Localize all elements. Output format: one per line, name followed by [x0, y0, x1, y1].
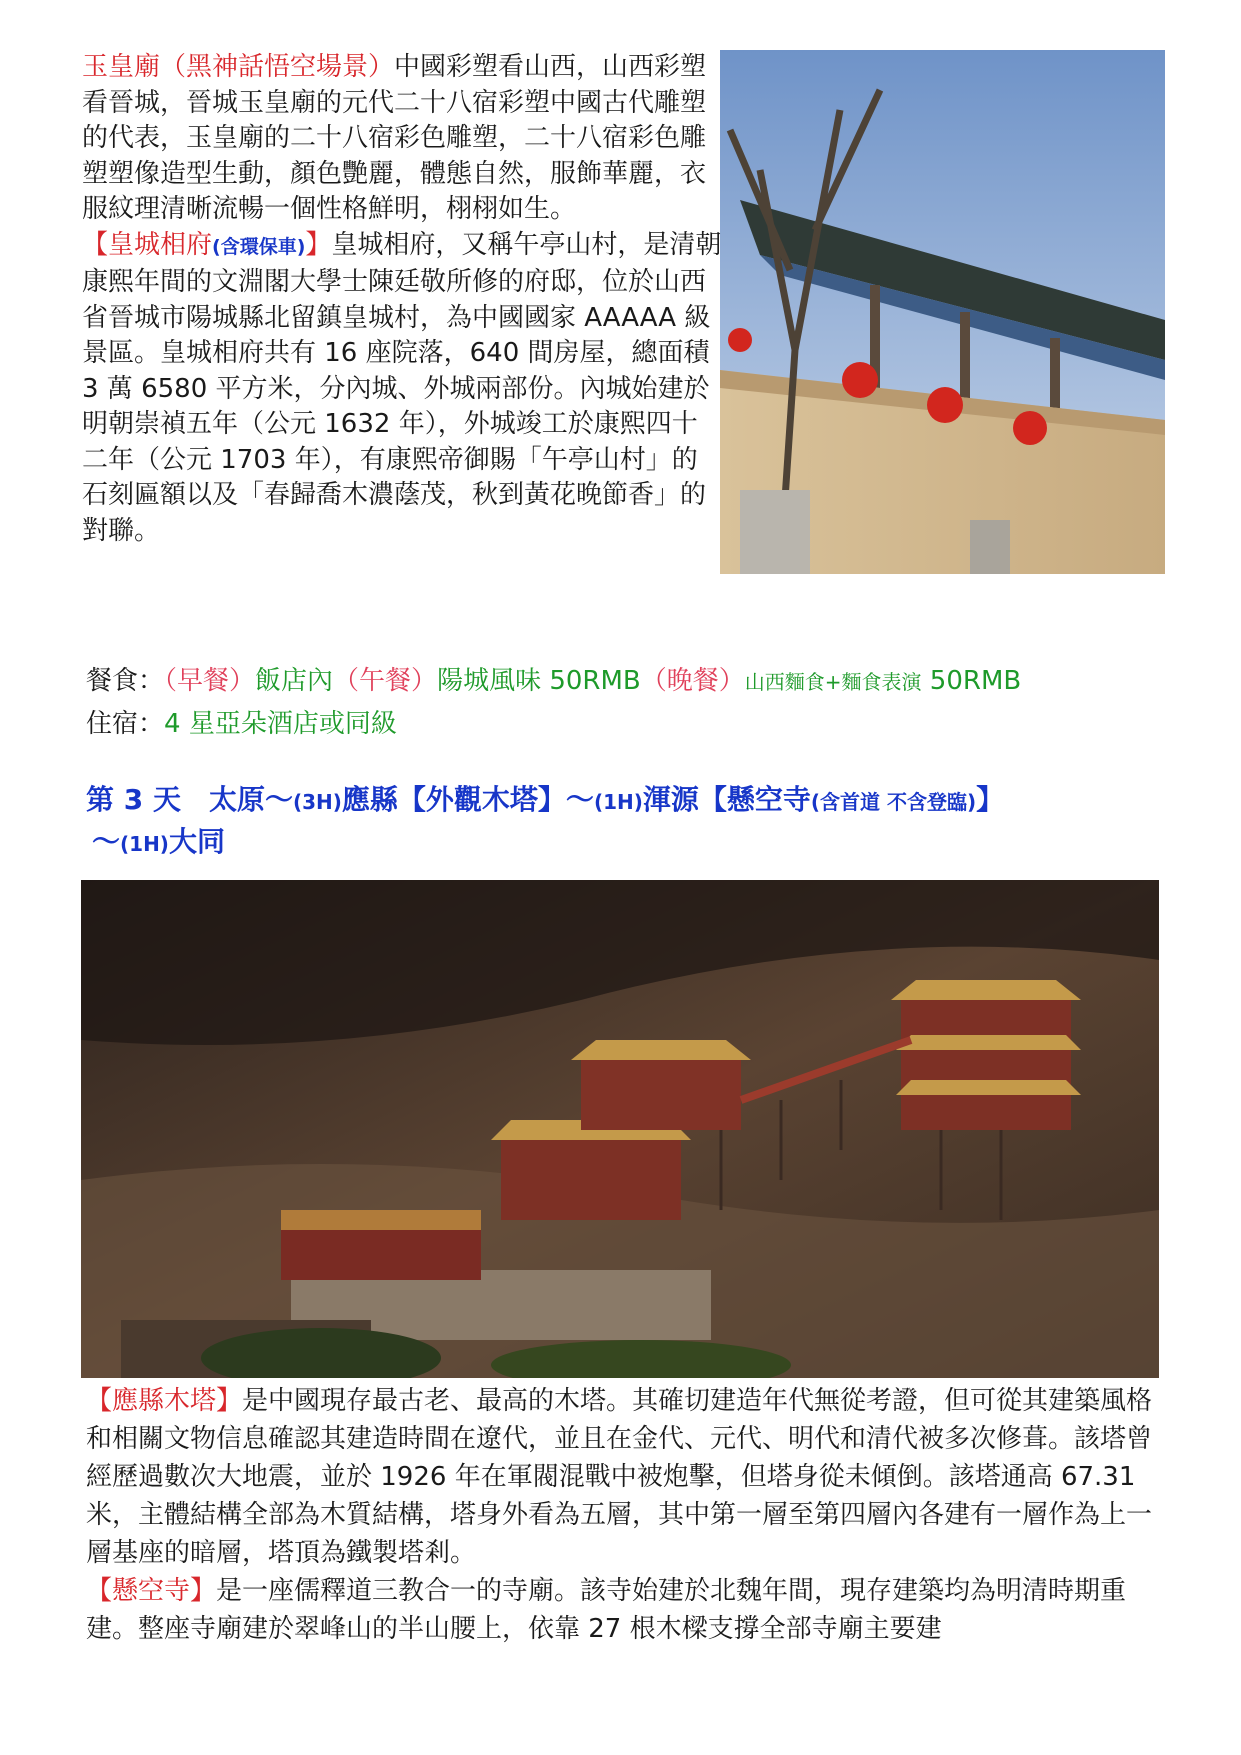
text-huangcheng: 皇城相府，又稱午亭山村，是清朝康熙年間的文淵閣大學士陳廷敬所修的府邸，位於山西省晉城市陽城縣北留鎮皇城村，為中國國家 AAAAA 級景區。皇城相府共有 16 座院落，640 間房屋，總面積 3 萬 6580 平方米，分內城、外城兩部份。內城始建於明朝崇禎五年（公元 1632 年），外城竣工於康熙四十二年（公元 1703 年），有康熙帝御賜「午亭山村」的石刻匾額以及「春歸喬木濃蔭茂，秋到黃花晚節香」的對聯。 — [82, 229, 722, 546]
day-part-i: (1H) — [120, 832, 169, 856]
meals-section — [86, 660, 1206, 745]
lunch-value: 陽城風味 50RMB — [437, 666, 641, 696]
text-hanging-temple: 是一座儒釋道三教合一的寺廟。該寺始建於北魏年間，現存建築均為明清時期重建。整座寺廟建於翠峰山的半山腰上，依靠 27 根木樑支撐全部寺廟主要建 — [86, 1576, 1127, 1644]
heading-hanging-temple: 【懸空寺】 — [86, 1576, 217, 1606]
paragraph-yingxian-pagoda — [86, 1382, 1176, 1572]
heading-huangcheng-close: 】 — [305, 229, 332, 260]
lodging-row — [86, 703, 1206, 745]
day-part-j: 大同 — [168, 825, 225, 858]
paragraph-hanging-temple — [86, 1572, 1176, 1648]
text-yingxian-pagoda: 是中國現存最古老、最高的木塔。其確切建造年代無從考證，但可從其建築風格和相關文物信息確認其建造時間在遼代，並且在金代、元代、明代和清代被多次修葺。該塔曾經歷過數次大地震，並於 1926 年在軍閥混戰中被炮擊，但塔身從未傾倒。該塔通高 67.31 米，主體結構全部為木質結構，塔身外看為五層，其中第一層至第四層內各建有一層作為上一層基座的暗層，塔頂為鐵製塔剎。 — [86, 1386, 1153, 1568]
day-part-e: 渾源【懸空寺 — [642, 783, 811, 816]
meals-row — [86, 660, 1206, 703]
day-part-c: 應縣【外觀木塔】～ — [341, 783, 594, 816]
photo-huangcheng-gate — [720, 50, 1165, 574]
breakfast-tag: （早餐） — [164, 666, 256, 696]
paragraph-yuhuang-temple — [82, 50, 722, 228]
dinner-price: 50RMB — [921, 666, 1022, 696]
meals-label: 餐食： — [86, 666, 165, 696]
breakfast-value: 飯店內 — [255, 666, 334, 696]
dinner-tag: （晚餐） — [640, 666, 745, 696]
day-part-b: (3H) — [292, 790, 342, 814]
day-part-d: (1H) — [593, 790, 643, 814]
heading-huangcheng-open: 【皇城相府 — [82, 229, 213, 260]
heading-yuhuang-temple: 玉皇廟（黑神話悟空場景） — [82, 52, 395, 82]
day-part-h: ～ — [92, 825, 121, 858]
text-yuhuang-temple: 中國彩塑看山西，山西彩塑看晉城，晉城玉皇廟的元代二十八宿彩塑中國古代雕塑的代表，玉皇廟的二十八宿彩色雕塑，二十八宿彩色雕塑塑像造型生動，顏色艷麗，體態自然，服飾華麗，衣服紋理清晰流暢一個性格鮮明，栩栩如生。 — [82, 52, 707, 224]
lodging-label: 住宿： — [86, 709, 165, 739]
intro-section — [82, 50, 722, 549]
day-part-f: (含首道 不含登臨) — [810, 790, 977, 814]
day-part-a: 第 3 天 太原～ — [86, 783, 293, 816]
day-heading — [86, 780, 1196, 864]
description-section — [86, 1382, 1176, 1648]
heading-huangcheng-note: (含環保車) — [212, 235, 306, 258]
lodging-value: 4 星亞朵酒店或同級 — [164, 709, 397, 739]
paragraph-huangcheng — [82, 228, 722, 550]
day-part-g: 】 — [976, 783, 1005, 816]
heading-yingxian-pagoda: 【應縣木塔】 — [86, 1386, 243, 1416]
dinner-value: 山西麵食+麵食表演 — [744, 670, 922, 694]
lunch-tag: （午餐） — [333, 666, 438, 696]
photo-hanging-temple — [81, 880, 1159, 1378]
